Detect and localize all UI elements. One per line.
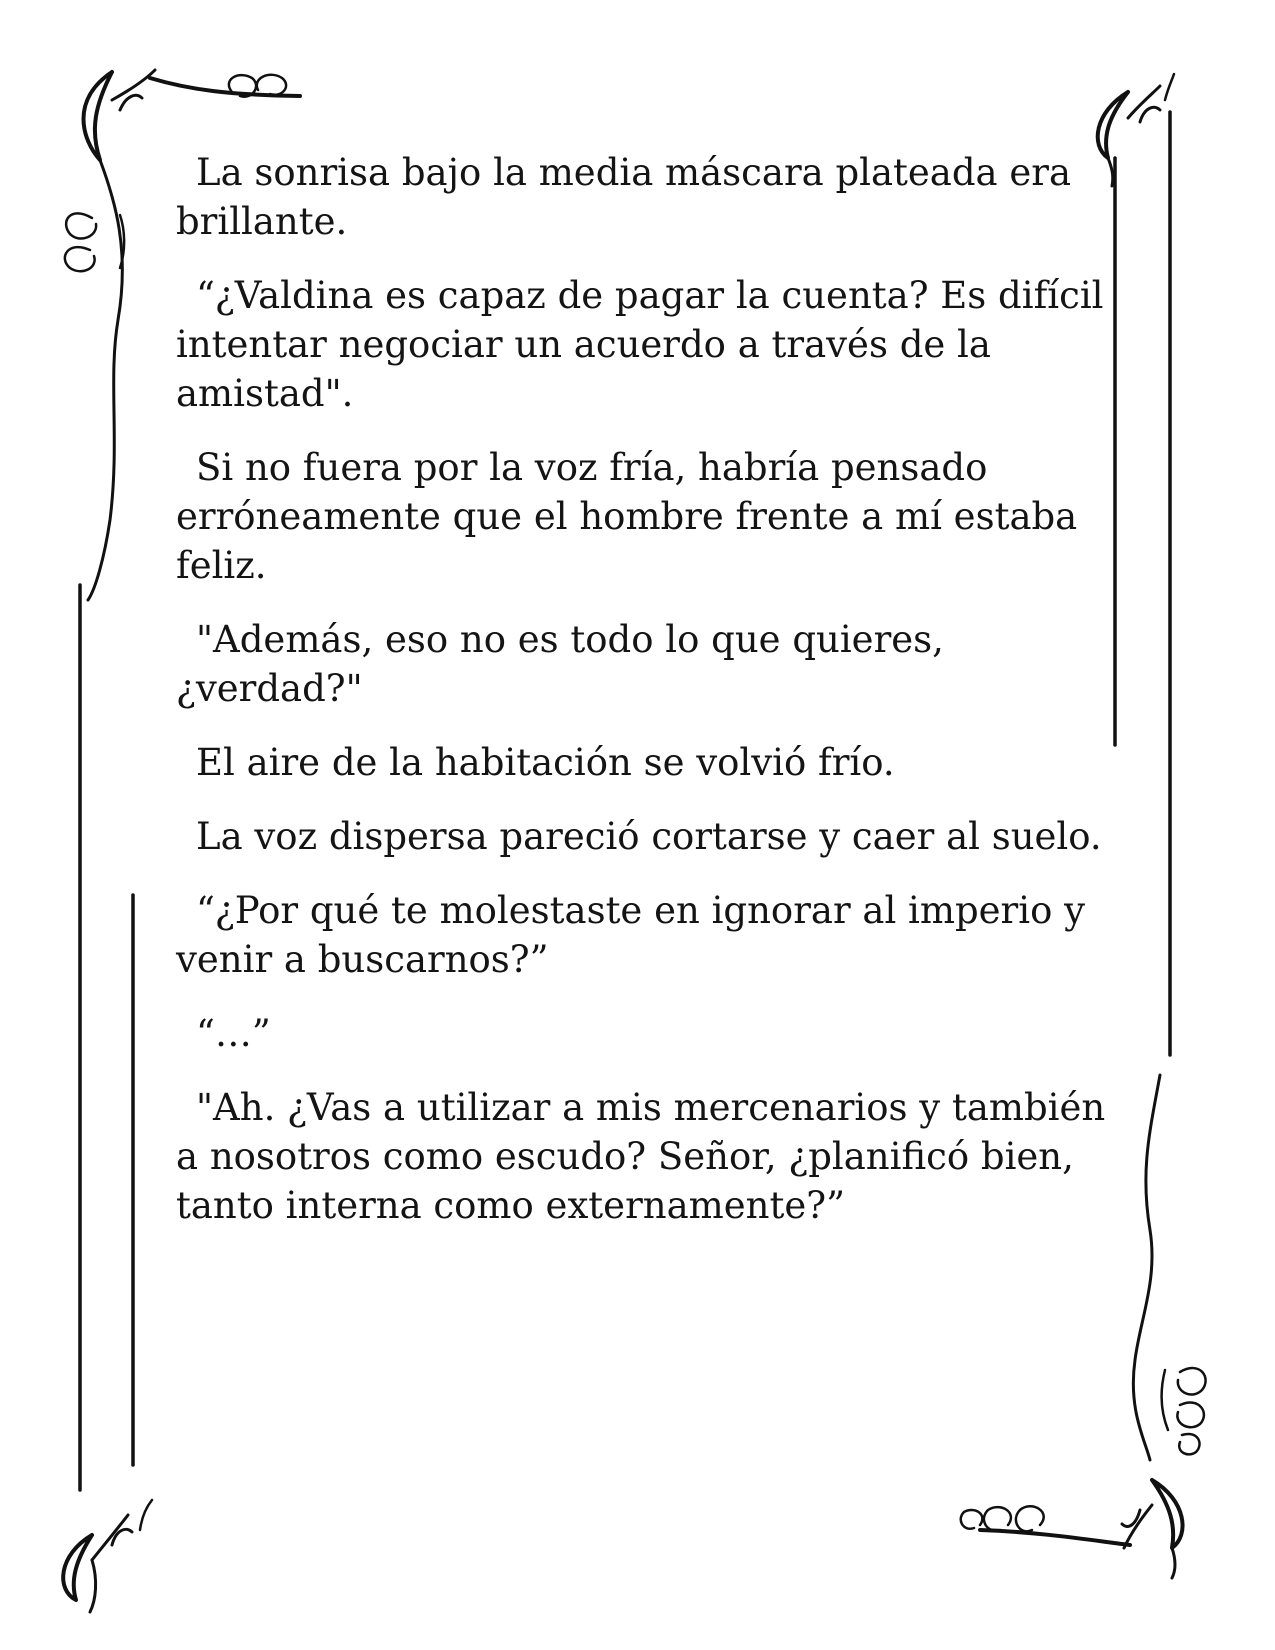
paragraph: "Ah. ¿Vas a utilizar a mis mercenarios y también a nosotros como escudo? Señor, ¿planificó bien, tanto interna como externamente?” [176,1086,1106,1227]
paragraph: “…” [196,1012,271,1055]
paragraph: “¿Por qué te molestaste en ignorar al imperio y venir a buscarnos?” [176,889,1086,981]
flourish-bottom-left-icon [63,1500,152,1612]
paragraph: "Además, eso no es todo lo que quieres, ¿verdad?" [176,618,944,710]
paragraph: El aire de la habitación se volvió frío. [196,741,895,784]
paragraph: La voz dispersa pareció cortarse y caer al suelo. [196,815,1102,858]
flourish-top-right-icon [1098,74,1174,186]
paragraph: La sonrisa bajo la media máscara plateada era brillante. [176,151,1072,243]
paragraph: “¿Valdina es capaz de pagar la cuenta? Es difícil intentar negociar un acuerdo a través de la amistad". [176,274,1104,415]
paragraph: Si no fuera por la voz fría, habría pensado erróneamente que el hombre frente a mí estaba feliz. [176,446,1078,587]
story-text-body [176,148,1106,1255]
